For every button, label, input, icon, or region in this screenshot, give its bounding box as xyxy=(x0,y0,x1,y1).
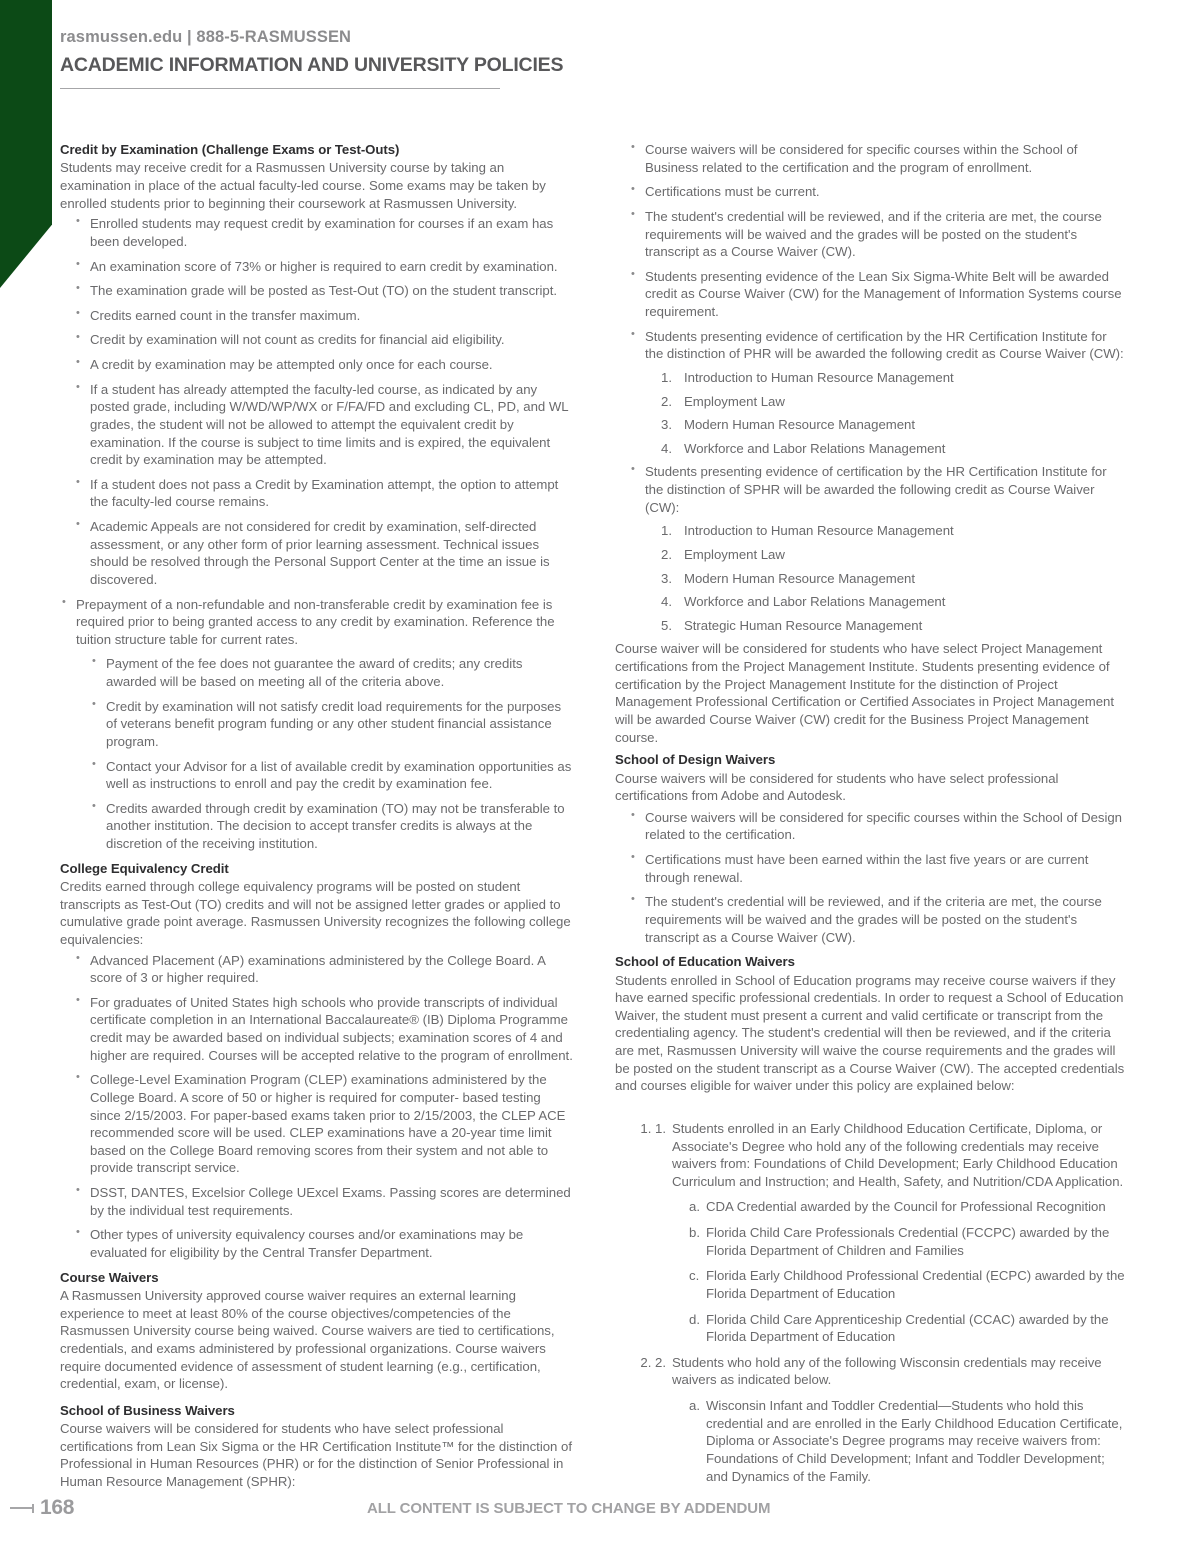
list-item xyxy=(661,522,1128,540)
list-marker: 4. xyxy=(661,594,672,610)
list-item: • Other types of university equivalency courses and/or examinations may be evaluated for eligibility by the Central Transfer Department. xyxy=(74,1226,573,1261)
paragraph-credit-by-examination-intro: Students may receive credit for a Rasmussen University course by taking an examination in place of the actual faculty-led course. Some exams may be taken by enrolled students prior to beginning their coursework at Rasmussen University. xyxy=(60,160,546,211)
list-item: • Contact your Advisor for a list of available credit by examination opportunities as well as instructions to enroll and pay the credit by examination fee. xyxy=(90,758,573,793)
list-item-label: Employment Law xyxy=(684,393,785,409)
right-column xyxy=(615,141,1128,1501)
list-college-equivalency-bullets xyxy=(74,952,573,1262)
list-item-label: Modern Human Resource Management xyxy=(684,570,915,586)
list-item: • Certifications must be current. xyxy=(629,183,1128,201)
list-marker: a. xyxy=(689,1398,700,1414)
list-item-label: Workforce and Labor Relations Management xyxy=(684,440,946,456)
list-item xyxy=(689,1267,1128,1302)
list-education-item1-sub xyxy=(689,1198,1128,1345)
page-number-group xyxy=(10,1494,74,1522)
list-item: • For graduates of United States high schools who provide transcripts of individual certificate completion in an International Baccalaureate® (IB) Diploma Programme credit may be awarded based on individual subjects; examination scores of 4 and higher are required. Courses will be accepted relative to the program of enrollment. xyxy=(74,994,573,1065)
list-marker: c. xyxy=(689,1268,700,1284)
list-item xyxy=(689,1311,1128,1346)
list-item: • Academic Appeals are not considered for credit by examination, self-directed assessment, or any other form of prior learning assessment. Technical issues should be resolved through the Personal Support Center at the time an issue is discovered. xyxy=(74,518,573,589)
page-footer xyxy=(0,1492,1188,1526)
list-item xyxy=(661,570,1128,588)
green-corner-banner xyxy=(0,0,52,288)
list-phr-courses xyxy=(661,369,1128,458)
header-url-phone: rasmussen.edu | 888-5-RASMUSSEN xyxy=(60,28,352,46)
list-credit-by-examination-bullets xyxy=(74,215,573,588)
list-item: • Advanced Placement (AP) examinations administered by the College Board. A score of 3 or higher required. xyxy=(74,952,573,987)
list-item: • Payment of the fee does not guarantee the award of credits; any credits awarded will be based on meeting all of the criteria above. xyxy=(90,655,573,690)
list-item: • Course waivers will be considered for specific courses within the School of Design related to the certification. xyxy=(629,809,1128,844)
page-number-tick xyxy=(32,1504,34,1513)
list-item xyxy=(689,1397,1128,1485)
list-item xyxy=(661,440,1128,458)
list-marker: 3. xyxy=(661,570,672,586)
page-title: ACADEMIC INFORMATION AND UNIVERSITY POLICIES xyxy=(60,54,564,76)
list-marker: 2. xyxy=(661,546,672,562)
list-sphr-intro xyxy=(629,463,1128,516)
spacer xyxy=(615,1096,1128,1104)
list-item-label: Florida Child Care Apprenticeship Credential (CCAC) awarded by the Florida Department of Education xyxy=(706,1311,1109,1345)
heading-school-of-education-waivers: School of Education Waivers xyxy=(615,954,795,970)
list-item: • If a student has already attempted the faculty-led course, as indicated by any posted grade, including W/WD/WP/WX or F/FA/FD and excluding CL, PD, and WL grades, the student will not be allowed to attempt the equivalent credit by examination. If the course is subject to time limits and is expired, the equivalent credit by examination may be attempted. xyxy=(74,381,573,469)
list-item xyxy=(661,369,1128,387)
list-item-label: Students enrolled in an Early Childhood Education Certificate, Diploma, or Associate's Degree who hold any of the following credentials may receive waivers from: Foundations of Child Development; Early Childhood Education Curriculum and Instruction; and Health, Safety, and Nutrition/CDA Application. xyxy=(672,1120,1124,1189)
list-item: • Prepayment of a non-refundable and non-transferable credit by examination fee is required prior to being granted access to any credit by examination. Reference the tuition structure table for current rates. xyxy=(60,596,573,649)
document-body xyxy=(60,141,1128,1501)
list-item-label: Introduction to Human Resource Management xyxy=(684,523,954,539)
list-item-label: CDA Credential awarded by the Council for Professional Recognition xyxy=(706,1199,1106,1215)
footer-disclaimer: ALL CONTENT IS SUBJECT TO CHANGE BY ADDENDUM xyxy=(367,1500,771,1517)
list-item-label: Introduction to Human Resource Management xyxy=(684,369,954,385)
list-item-label: Workforce and Labor Relations Management xyxy=(684,594,946,610)
list-item: • An examination score of 73% or higher is required to earn credit by examination. xyxy=(74,258,573,276)
page-number: 168 xyxy=(40,1496,75,1519)
paragraph-course-waivers: A Rasmussen University approved course waiver requires an external learning experience to meet at least 80% of the course objectives/competencies of the Rasmussen University course being waived. Course waivers are tied to certifications, credentials, and exams administered by professional organizations. Course waivers require documented evidence of assessment of student learning (e.g., certification, credential, exam, or license). xyxy=(60,1288,555,1392)
heading-course-waivers: Course Waivers xyxy=(60,1269,159,1285)
list-school-of-design-bullets xyxy=(629,809,1128,946)
list-marker: 5. xyxy=(661,617,672,633)
list-business-waiver-bullets xyxy=(629,141,1128,363)
list-item-label: Strategic Human Resource Management xyxy=(684,617,923,633)
list-item xyxy=(661,593,1128,611)
list-marker: b. xyxy=(689,1225,700,1241)
heading-school-of-business-waivers: School of Business Waivers xyxy=(60,1402,235,1418)
list-item-label: Students who hold any of the following Wisconsin credentials may receive waivers as indicated below. xyxy=(672,1354,1102,1388)
list-item: • The student's credential will be reviewed, and if the criteria are met, the course requirements will be waived and the grades will be posted on the student's transcript as a Course Waiver (CW). xyxy=(629,208,1128,261)
list-item: • If a student does not pass a Credit by Examination attempt, the option to attempt the faculty-led course remains. xyxy=(74,476,573,511)
list-marker: a. xyxy=(689,1199,700,1215)
list-item: • Enrolled students may request credit by examination for courses if an exam has been developed. xyxy=(74,215,573,250)
list-item-label: Wisconsin Infant and Toddler Credential—Students who hold this credential and are enrolled in the Early Childhood Education Certificate, Diploma or Associate's Degree programs may receive waivers from: Foundations of Child Development; Infant and Toddler Development; and Dynamics of the Family. xyxy=(706,1398,1123,1484)
list-item xyxy=(689,1198,1128,1216)
paragraph-college-equivalency-intro: Credits earned through college equivalency programs will be posted on student transcripts as Test-Out (TO) credits and will not be assigned letter grades or applied to cumulative grade point average. Rasmussen University recognizes the following college equivalencies: xyxy=(60,879,571,947)
list-item: • Course waivers will be considered for specific courses within the School of Business related to the certification and the program of enrollment. xyxy=(629,141,1128,176)
list-marker: 1. xyxy=(661,523,672,539)
list-marker: 2. 2. xyxy=(655,1354,666,1370)
list-item: • Certifications must have been earned within the last five years or are current through renewal. xyxy=(629,851,1128,886)
list-item: • Credits awarded through credit by examination (TO) may not be transferable to another institution. The decision to accept transfer credits is always at the discretion of the receiving institution. xyxy=(90,800,573,853)
heading-school-of-design-waivers: School of Design Waivers xyxy=(615,752,776,768)
list-item xyxy=(661,393,1128,411)
list-marker: 1. 1. xyxy=(655,1120,666,1136)
list-item: • The student's credential will be reviewed, and if the criteria are met, the course requirements will be waived and the grades will be posted on the student's transcript as a Course Waiver (CW). xyxy=(629,893,1128,946)
list-education-credentials xyxy=(615,1120,1128,1485)
list-item: • Students presenting evidence of certification by the HR Certification Institute for the distinction of PHR will be awarded the following credit as Course Waiver (CW): xyxy=(629,328,1128,363)
list-item-label: Florida Early Childhood Professional Credential (ECPC) awarded by the Florida Department of Education xyxy=(706,1268,1125,1301)
list-item xyxy=(689,1224,1128,1259)
list-item: • Credit by examination will not count as credits for financial aid eligibility. xyxy=(74,331,573,349)
paragraph-project-management-waiver: Course waiver will be considered for students who have select Project Management certifications from the Project Management Institute. Students presenting evidence of certification by the Project Management Institute for the distinction of Project Management Professional Certification or Certified Associates in Project Management will be awarded Course Waiver (CW) credit for the Business Project Management course. xyxy=(615,641,1114,745)
heading-credit-by-examination: Credit by Examination (Challenge Exams or Test-Outs) xyxy=(60,142,400,157)
page-number-rule xyxy=(10,1507,32,1509)
list-item xyxy=(661,416,1128,434)
paragraph-school-of-education-intro: Students enrolled in School of Education programs may receive course waivers if they have earned specific professional credentials. In order to request a School of Education Waiver, the student must present a current and valid certificate or transcript from the credentialing agency. The student's credential will then be reviewed, and if the criteria are met, Rasmussen University will waive the course requirements and the grades will be posted on the student transcript as a Course Waiver (CW). The accepted credentials and courses eligible for waiver under this policy are explained below: xyxy=(615,972,1125,1094)
list-item-label: Employment Law xyxy=(684,546,785,562)
list-item: • Credits earned count in the transfer maximum. xyxy=(74,307,573,325)
list-marker: 3. xyxy=(661,417,672,433)
list-item: • Credit by examination will not satisfy credit load requirements for the purposes of veterans benefit program funding or any other student financial assistance program. xyxy=(90,698,573,751)
spacer xyxy=(60,1394,573,1402)
left-column xyxy=(60,141,573,1501)
list-item: • The examination grade will be posted as Test-Out (TO) on the student transcript. xyxy=(74,282,573,300)
list-sphr-courses xyxy=(661,522,1128,634)
heading-college-equivalency-credit: College Equivalency Credit xyxy=(60,860,229,876)
list-item-label: Florida Child Care Professionals Credential (FCCPC) awarded by the Florida Department of Children and Families xyxy=(706,1225,1110,1258)
list-item xyxy=(655,1354,1128,1485)
paragraph-school-of-design-intro: Course waivers will be considered for students who have select professional certifications from Adobe and Autodesk. xyxy=(615,770,1059,804)
list-item: • Students presenting evidence of the Lean Six Sigma-White Belt will be awarded credit as Course Waiver (CW) for the Management of Information Systems course requirement. xyxy=(629,268,1128,321)
page-header xyxy=(60,28,1130,89)
list-prepayment-sub-bullets xyxy=(90,655,573,852)
list-marker: 1. xyxy=(661,369,672,385)
list-item xyxy=(655,1120,1128,1346)
list-item: • A credit by examination may be attempted only once for each course. xyxy=(74,356,573,374)
list-marker: d. xyxy=(689,1311,700,1327)
list-item: • DSST, DANTES, Excelsior College UExcel Exams. Passing scores are determined by the individual test requirements. xyxy=(74,1184,573,1219)
list-item: • Students presenting evidence of certification by the HR Certification Institute for the distinction of SPHR will be awarded the following credit as Course Waiver (CW): xyxy=(629,463,1128,516)
list-item: • College-Level Examination Program (CLEP) examinations administered by the College Board. A score of 50 or higher is required for computer- based testing since 2/15/2003. For paper-based exams taken prior to 2/15/2003, the CLEP ACE recommended score will be used. CLEP examinations have a 20-year time limit based on the College Board removing scores from their system and not able to provide transcript service. xyxy=(74,1071,573,1177)
list-item xyxy=(661,617,1128,635)
header-divider xyxy=(60,88,500,89)
list-marker: 4. xyxy=(661,440,672,456)
list-education-item2-sub xyxy=(689,1397,1128,1485)
list-item xyxy=(661,546,1128,564)
paragraph-school-of-business-waivers: Course waivers will be considered for students who have select professional certifications from Lean Six Sigma or the HR Certification Institute™ for the distinction of Professional in Human Resources (PHR) or for the distinction of Senior Professional in Human Resource Management (SPHR): xyxy=(60,1421,572,1490)
list-marker: 2. xyxy=(661,393,672,409)
list-item-label: Modern Human Resource Management xyxy=(684,417,915,433)
list-prepayment xyxy=(60,596,573,649)
